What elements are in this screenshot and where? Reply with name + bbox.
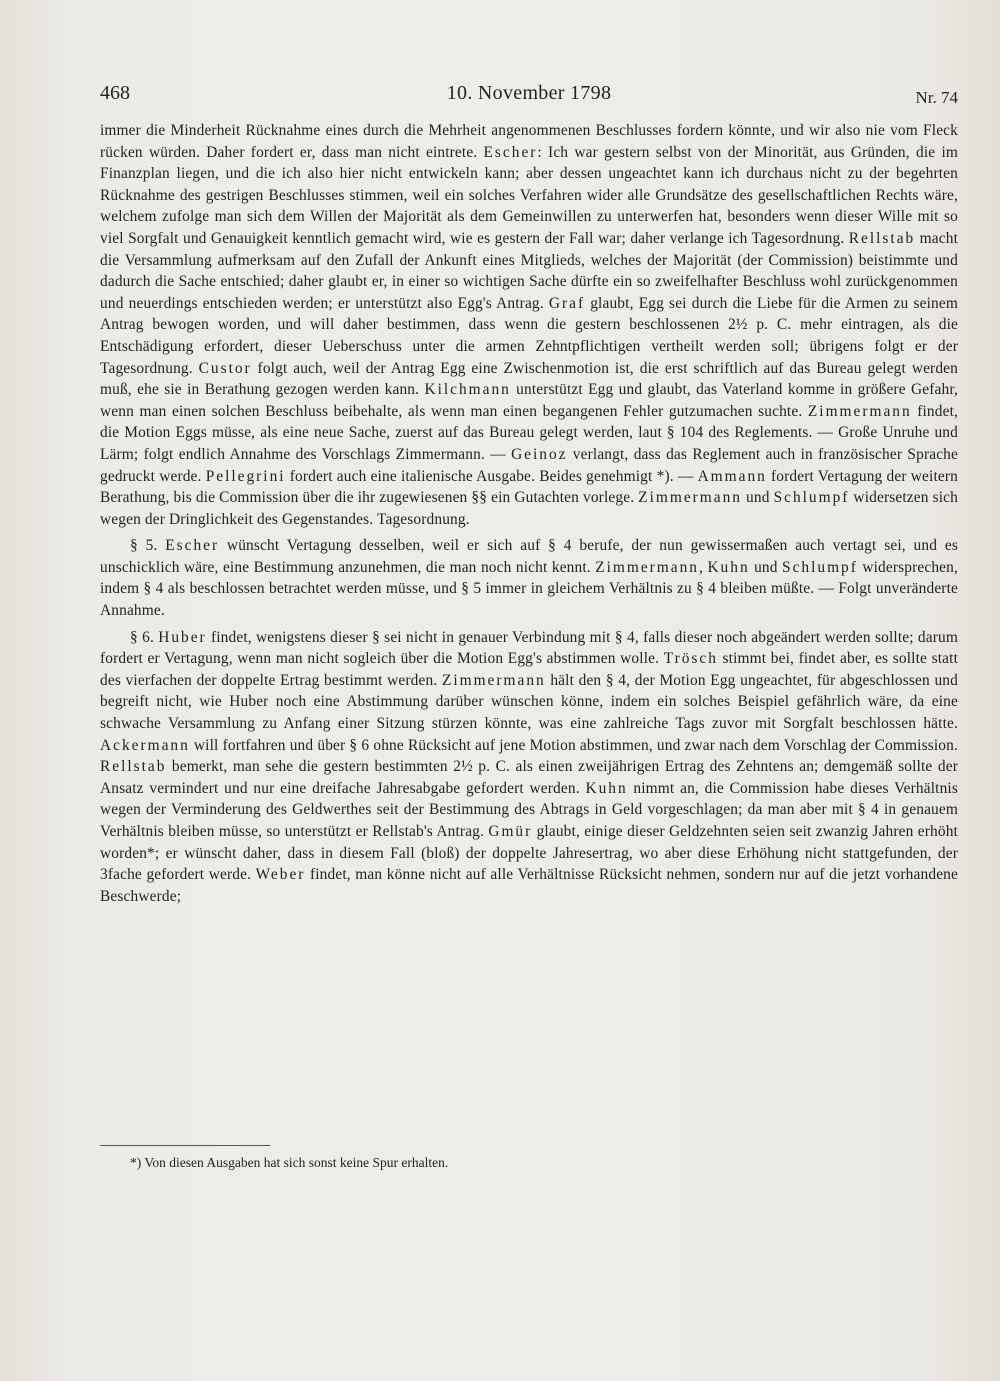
text-run: glaubt, Egg sei durch die Liebe für die Armen zu seinem Antrag bewogen worden, und will daher bestimmen, dass wenn die gestern beschlossenen 2½ p. C. mehr eintragen, als die Entschädigung erfordert, dieser Ueberschuss unter die armen Zehntpflichtigen vertheilt werden soll; übrigens folgt er der Tagesordnung. — [100, 294, 958, 377]
speaker-name: Escher — [165, 537, 220, 555]
running-title: 10. November 1798 — [446, 82, 612, 104]
speaker-name: Zimmermann — [638, 489, 742, 507]
speaker-name: Zimmermann — [595, 558, 699, 576]
text-run: findet, man könne nicht auf alle Verhältnisse Rücksicht nehmen, sondern nur auf die jetzt vorhandene Beschwerde; — [100, 866, 959, 905]
text-run: stimmt bei, findet aber, es sollte statt des vierfachen der doppelte Ertrag bestimmt werden. — [100, 650, 959, 689]
speaker-name: Schlumpf — [773, 489, 850, 507]
page-number: 468 — [100, 82, 130, 104]
footnote: *) Von diesen Ausgaben hat sich sonst keine Spur erhalten. — [130, 1155, 449, 1170]
speaker-name: Kuhn — [707, 558, 750, 576]
text-run: widersprechen, indem § 4 als beschlossen betrachtet werden müsse, und § 5 immer in gleichem Verhältnis zu § 4 bleiben müßte. — Folgt unveränderte Annahme. — [100, 558, 959, 620]
speaker-name: Schlumpf — [782, 558, 858, 576]
paragraph-2 — [100, 535, 958, 621]
text-run: folgt auch, weil der Antrag Egg eine Zwischenmotion ist, die erst schriftlich auf das Bureau gelegt werden muß, ehe sie in Berathung gezogen werden kann. — [100, 359, 959, 399]
text-run: glaubt, einige dieser Geldzehnten seien seit zwanzig Jahren erhöht worden*; er wünscht daher, dass in diesem Fall (bloß) der doppelte Jahresertrag, wo aber diese Erhöhung nicht stattgefunden, der 3fache gefordert werde. — [100, 823, 958, 884]
text-run: widersetzen sich wegen der Dringlichkeit des Gegenstandes. Tagesordnung. — [100, 489, 958, 528]
text-run: hält den § 4, der Motion Egg ungeachtet, für abgeschlossen und begreift nicht, wie Huber noch eine Abstimmung darüber wünschen könne, indem ein solches Beispiel gefährlich wäre, da eine schwache Versammlung zu Anfang einer Sitzung stürzen könnte, was eine zahlreiche Tags zuvor mit Sorgfalt beschlossen hätte. — [100, 671, 958, 733]
speaker-name: Trösch — [663, 650, 718, 668]
speaker-name: Pellegrini — [205, 467, 286, 485]
text-run: macht die Versammlung aufmerksam auf den Zufall der Ankunft eines Mitglieds, welches der Majorität (der Commission) beistimmte und dadurch die Sache entschied; daher glaubt er, in einer so wichtigen Sache dürfte ein so zweifelhafter Beschluss wohl zurückgenommen und neuerdings entschieden werden; er unterstützt also Egg's Antrag. — [100, 229, 958, 312]
speaker-name: Ammann — [697, 467, 767, 485]
text-run: immer die Minderheit Rücknahme eines durch die Mehrheit angenommenen Beschlusses fordern könnte, und wir also nie vom Fleck rücken würden. Daher fordert er, dass man nicht eintrete. — [100, 122, 958, 161]
paragraph-3 — [100, 627, 958, 908]
text-run: und — [749, 558, 783, 576]
text-run: fordert auch eine italienische Ausgabe. Beides genehmigt *). — — [285, 467, 698, 485]
speaker-name: Huber — [158, 628, 207, 646]
speaker-name: Escher — [483, 143, 538, 161]
footnote-rule — [100, 1145, 270, 1146]
text-run: , — [699, 558, 708, 576]
text-run: § 6. — [130, 628, 159, 646]
running-header — [100, 82, 958, 112]
text-run: und — [742, 489, 774, 507]
text-run: findet, wenigstens dieser § sei nicht in genauer Verbindung mit § 4, falls dieser noch abgeändert werden sollte; darum fordert er Vertagung, wenn man nicht sogleich über die Motion Egg's abstimmen wolle. — [100, 628, 959, 668]
text-run: will fortfahren und über § 6 ohne Rücksicht auf jene Motion abstimmen, und zwar nach dem Vorschlag der Commission. — [189, 736, 958, 754]
speaker-name: Graf — [548, 294, 586, 312]
document-number: Nr. 74 — [915, 88, 958, 107]
speaker-name: Gmür — [488, 823, 533, 840]
text-run: fordert Vertagung der weitern Berathung, bis die Commission über die ihr zugewiesenen §§ ein Gutachten vorlege. — [100, 467, 958, 507]
speaker-name: Ackermann — [100, 736, 190, 754]
speaker-name: Rellstab — [848, 229, 916, 247]
text-run: wünscht Vertagung desselben, weil er sich auf § 4 berufe, der nun gewissermaßen auch vertagt sei, und es unschicklich wäre, eine Bestimmung anzunehmen, die man noch nicht kennt. — [100, 537, 958, 576]
text-run: § 5. — [130, 537, 166, 555]
speaker-name: Custor — [198, 359, 252, 377]
text-run: findet, die Motion Eggs müsse, als eine neue Sache, zuerst auf das Bureau gelegt werden, laut § 104 des Reglements. — Große Unruhe und Lärm; folgt endlich Annahme des Vorschlags Zimmermann. — — [100, 402, 959, 463]
text-run: bemerkt, man sehe die gestern bestimmten 2½ p. C. als einen zweijährigen Ertrag des Zehntens an; demgemäß sollte der Ansatz vermindert und nur eine dreifache Jahresabgabe gefordert werden. — [100, 758, 958, 797]
speaker-name: Rellstab — [100, 758, 167, 776]
text-run: unterstützt Egg und glaubt, das Vaterland komme in größere Gefahr, wenn man einen solchen Beschluss beibehalte, als wenn man einen begangenen Fehler gutzumachen suchte. — [100, 381, 958, 420]
speaker-name: Zimmermann — [807, 402, 912, 420]
paragraph-1 — [100, 120, 958, 530]
speaker-name: Kuhn — [585, 779, 628, 797]
text-run: nimmt an, die Commission habe dieses Verhältnis wegen der Verminderung des Geldwerthes seit der Bestimmung des Abtrags in Geld vorgeschlagen; da man aber mit § 4 in genauem Verhältnis bleiben müsse, so unterstützt er Rellstab's Antrag. — [100, 779, 958, 840]
text-run: verlangt, dass das Reglement auch in französischer Sprache gedruckt werde. — [100, 445, 959, 485]
speaker-name: Zimmermann — [441, 671, 546, 689]
body-text — [100, 120, 958, 907]
text-run: : Ich war gestern selbst von der Minorität, aus Gründen, die im Finanzplan liegen, und die ich also hier nicht entwickeln kann; aber dessen ungeachtet kann ich durchaus nicht zu der begehrten Rücknahme des gestrigen Beschlusses stimmen, weil ein solches Verfahren wider alle Grundsätze des gesellschaftlichen Rechts wäre, welchem zufolge man sich dem Willen der Majorität als dem Gemeinwillen zu unterwerfen hat, besonders wenn dieser Wille mit so viel Sorgfalt und Genauigkeit kenntlich gemacht wird, wie es gestern der Fall war; daher verlange ich Tagesordnung. — [100, 143, 958, 247]
speaker-name: Kilchmann — [424, 381, 511, 399]
speaker-name: Geinoz — [511, 445, 568, 463]
speaker-name: Weber — [255, 866, 306, 884]
